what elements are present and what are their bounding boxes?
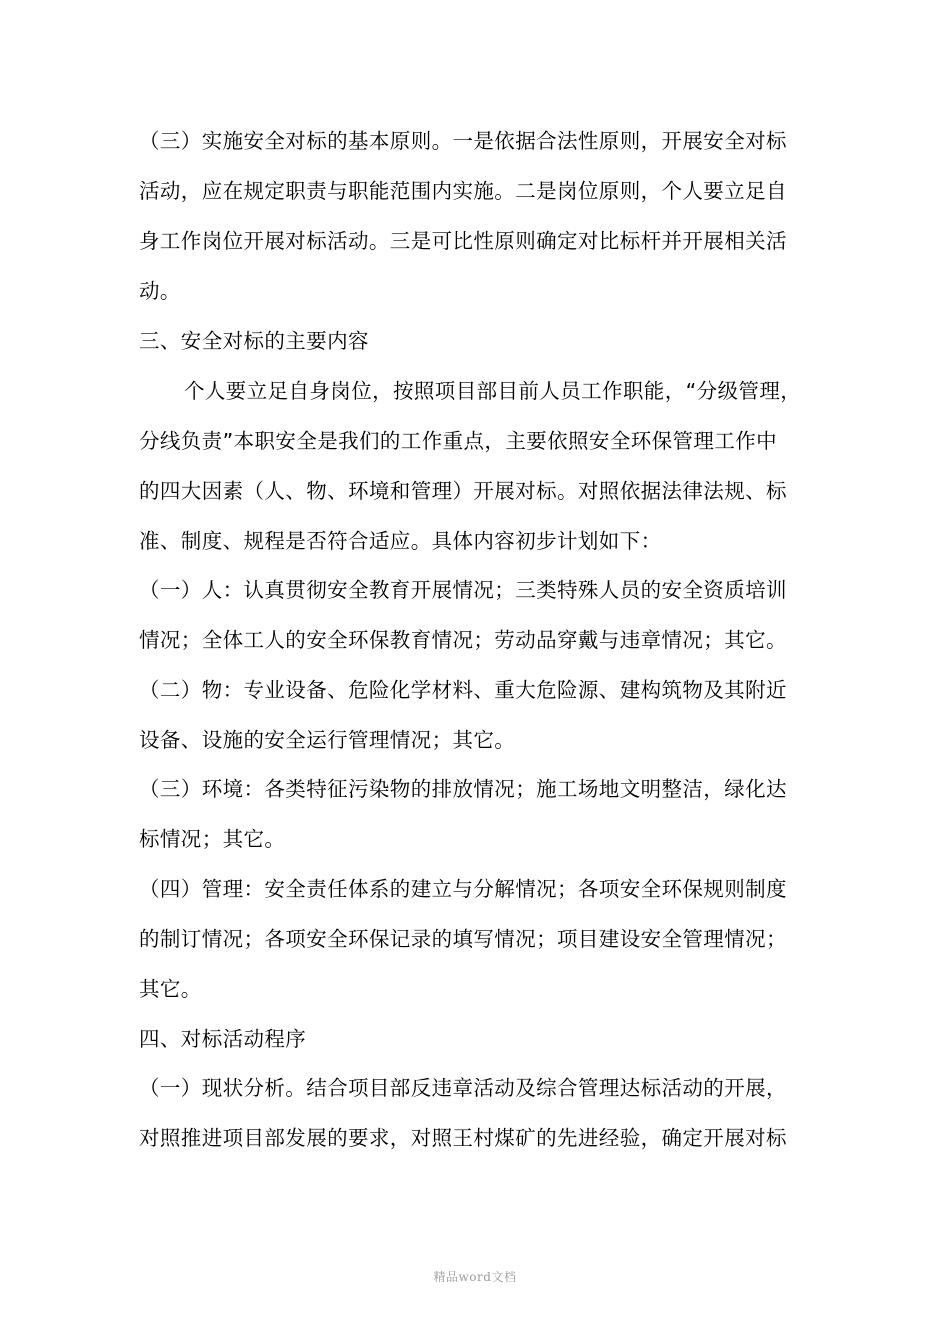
item-management-line-3: 其它。 (139, 977, 202, 1001)
principles-line-1: （三）实施安全对标的基本原则。一是依据合法性原则，开展安全对标 (139, 129, 787, 153)
item-management-line-1: （四）管理：安全责任体系的建立与分解情况；各项安全环保规则制度 (139, 877, 787, 901)
content-line-1: 个人要立足自身岗位，按照项目部目前人员工作职能，“分级管理， (184, 379, 802, 403)
content-line-3: 的四大因素（人、物、环境和管理）开展对标。对照依据法律法规、标 (139, 479, 787, 503)
principles-line-4: 动。 (139, 279, 181, 303)
procedure-line-1: （一）现状分析。结合项目部反违章活动及综合管理达标活动的开展， (139, 1076, 787, 1100)
section-heading-main-content: 三、安全对标的主要内容 (139, 329, 369, 353)
item-things-line-1: （二）物：专业设备、危险化学材料、重大危险源、建构筑物及其附近 (139, 678, 787, 702)
principles-line-3: 身工作岗位开展对标活动。三是可比性原则确定对比标杆并开展相关活 (139, 229, 787, 253)
content-line-2: 分线负责”本职安全是我们的工作重点，主要依照安全环保管理工作中 (139, 429, 778, 453)
item-environment-line-2: 标情况；其它。 (139, 827, 286, 851)
item-people-line-1: （一）人：认真贯彻安全教育开展情况；三类特殊人员的安全资质培训 (139, 578, 787, 602)
item-things-line-2: 设备、设施的安全运行管理情况；其它。 (139, 728, 516, 752)
item-environment-line-1: （三）环境：各类特征污染物的排放情况；施工场地文明整洁，绿化达 (139, 777, 787, 801)
content-line-4: 准、制度、规程是否符合适应。具体内容初步计划如下： (139, 529, 662, 553)
section-heading-procedure: 四、对标活动程序 (139, 1027, 307, 1051)
principles-line-2: 活动，应在规定职责与职能范围内实施。二是岗位原则，个人要立足自 (139, 179, 787, 203)
item-management-line-2: 的制订情况；各项安全环保记录的填写情况；项目建设安全管理情况； (139, 927, 787, 951)
item-people-line-2: 情况；全体工人的安全环保教育情况；劳动品穿戴与违章情况；其它。 (139, 628, 787, 652)
page-footer: 精品word文档 (433, 1270, 517, 1284)
procedure-line-2: 对照推进项目部发展的要求，对照王村煤矿的先进经验，确定开展对标 (139, 1126, 787, 1150)
